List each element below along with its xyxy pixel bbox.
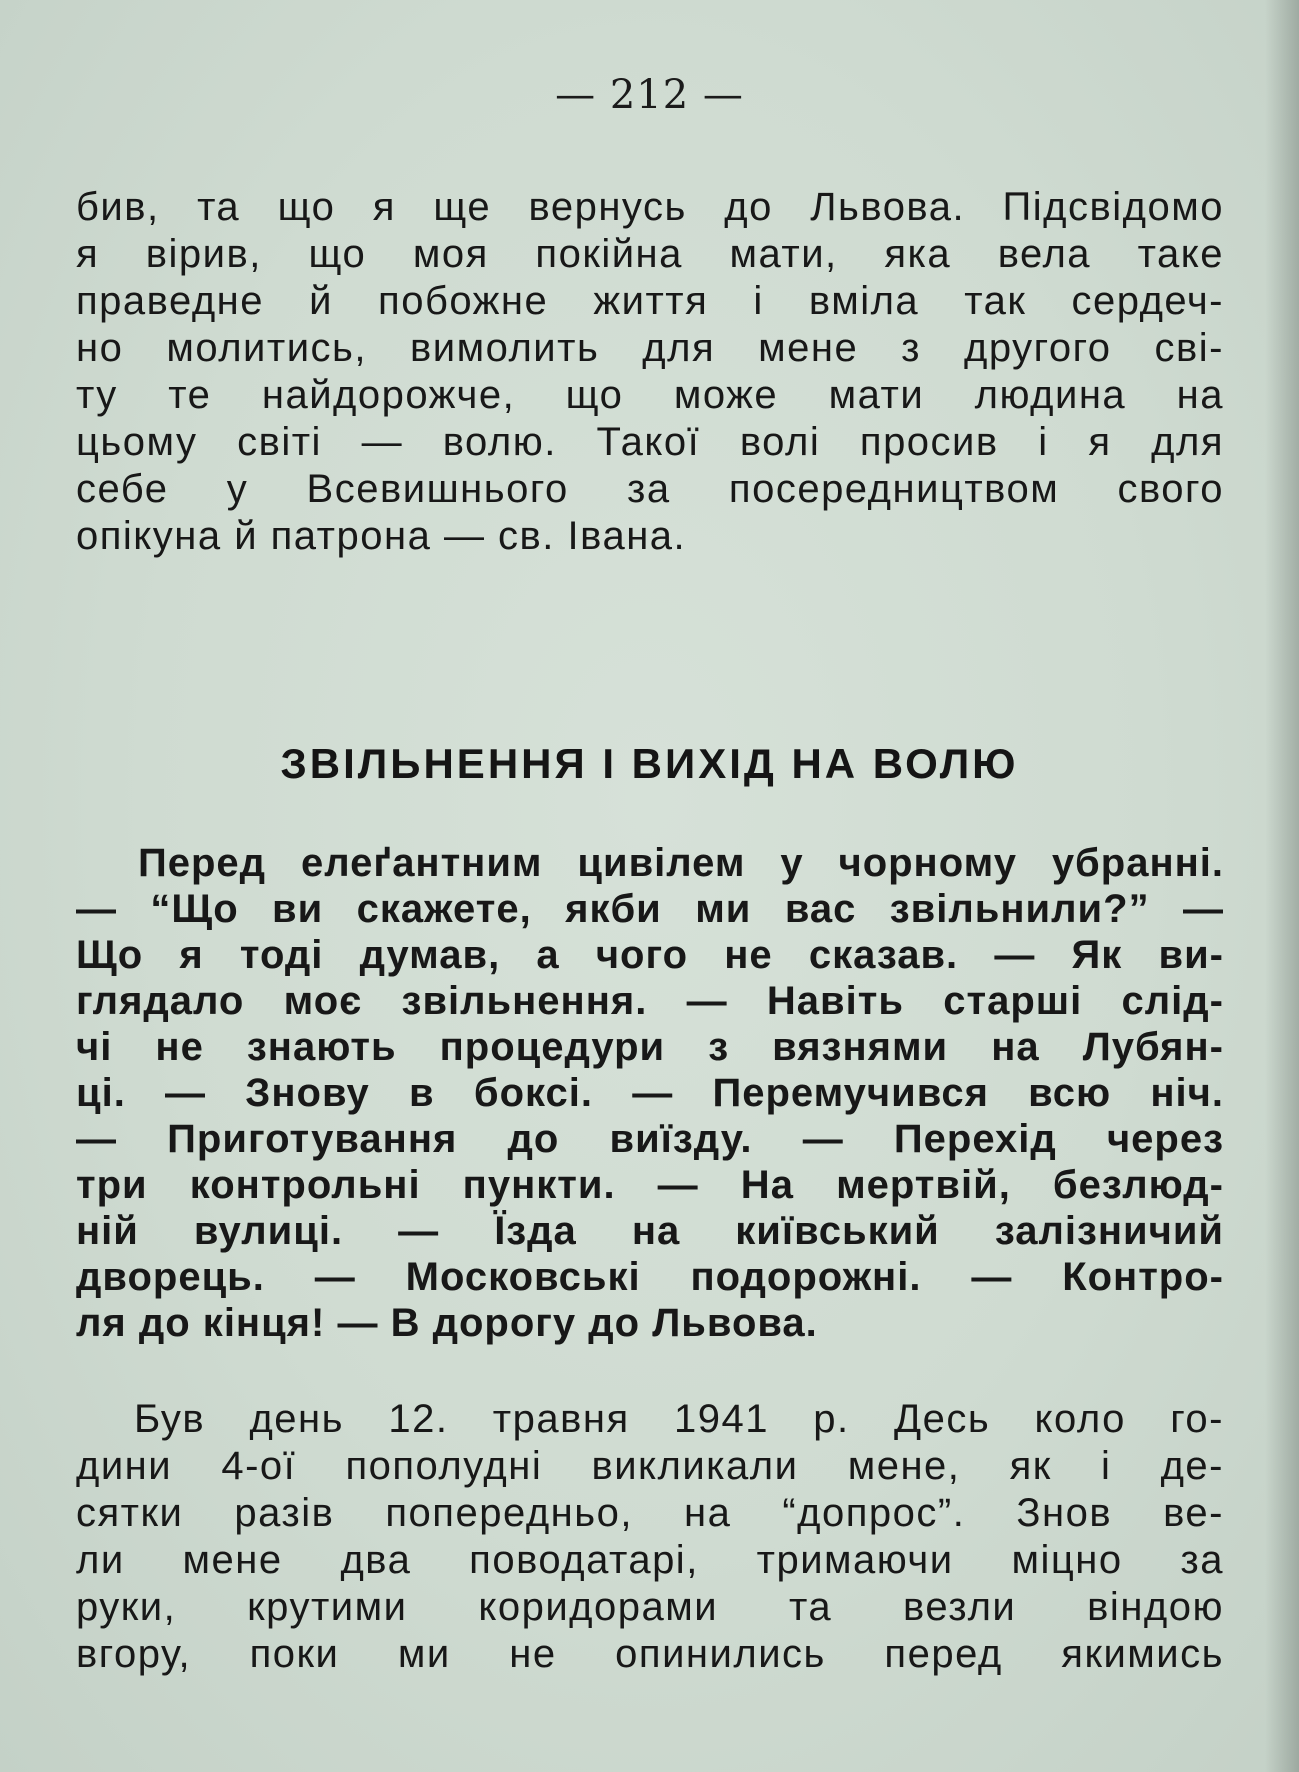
- text-line: ли мене два поводатарі, тримаючи міцно за: [76, 1538, 1224, 1582]
- summary-line: три контрольні пункти. — На мертвій, безлюд-: [76, 1163, 1224, 1207]
- chapter-title: ЗВІЛЬНЕННЯ І ВИХІД НА ВОЛЮ: [280, 740, 1019, 787]
- text-line: бив, та що я ще вернусь до Львова. Підсвідомо: [76, 185, 1224, 229]
- summary-line: Перед елеґантним цивілем у чорному убранні.: [138, 841, 1224, 885]
- summary-line: ля до кінця! — В дорогу до Львова.: [76, 1301, 818, 1345]
- text-line: я вірив, що моя покійна мати, яка вела таке: [76, 232, 1224, 276]
- chapter-summary: [76, 840, 1224, 1346]
- text-line: вгору, поки ми не опинились перед якимись: [76, 1632, 1224, 1676]
- text-line: дини 4-ої пополудні викликали мене, як і де-: [76, 1444, 1224, 1488]
- page-number: — 212 —: [555, 72, 744, 118]
- intro-paragraph: [76, 184, 1224, 560]
- summary-line: ці. — Знову в боксі. — Перемучився всю ніч.: [76, 1071, 1224, 1115]
- text-line: но молитись, вимолить для мене з другого сві-: [76, 326, 1224, 370]
- text-line: руки, крутими коридорами та везли віндою: [76, 1585, 1224, 1629]
- summary-line: дворець. — Московські подорожні. — Контро-: [76, 1255, 1224, 1299]
- text-line: ту те найдорожче, що може мати людина на: [76, 373, 1224, 417]
- summary-line: ній вулиці. — Їзда на київський залізничий: [76, 1209, 1224, 1253]
- body-paragraph: [76, 1396, 1224, 1678]
- summary-line: Що я тоді думав, а чого не сказав. — Як ви-: [76, 933, 1224, 977]
- text-line: себе у Всевишнього за посередництвом свого: [76, 467, 1224, 511]
- text-line: сятки разів попередньо, на “допрос”. Знов ве-: [76, 1491, 1224, 1535]
- text-line: цьому світі — волю. Такої волі просив і я для: [76, 420, 1224, 464]
- page-edge-shadow: [1265, 0, 1299, 1772]
- text-line: Був день 12. травня 1941 р. Десь коло го-: [134, 1397, 1224, 1441]
- text-line: опікуна й патрона — св. Івана.: [76, 514, 687, 558]
- summary-line: — Приготування до виїзду. — Перехід через: [76, 1117, 1224, 1161]
- summary-line: чі не знають процедури з вязнями на Лубян-: [76, 1025, 1224, 1069]
- text-line: праведне й побожне життя і вміла так сердеч-: [76, 279, 1224, 323]
- summary-line: глядало моє звільнення. — Навіть старші слід-: [76, 979, 1224, 1023]
- summary-line: — “Що ви скажете, якби ми вас звільнили?” —: [76, 887, 1224, 931]
